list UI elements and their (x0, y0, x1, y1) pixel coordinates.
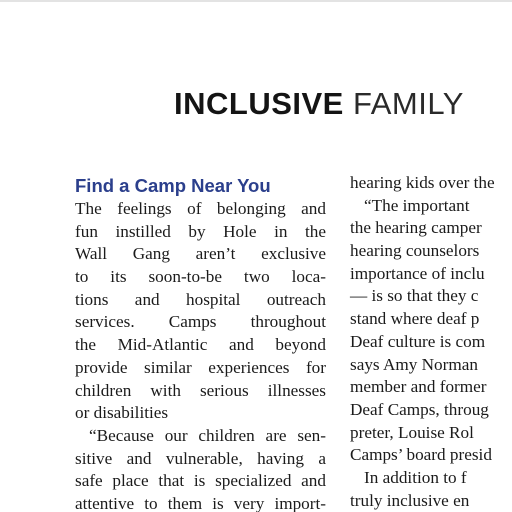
headline-light: FAMILY (352, 86, 464, 121)
body-line: sitive and vulnerable, having a (75, 448, 326, 468)
top-rule (0, 0, 512, 2)
body-line: — is so that they c (350, 286, 479, 306)
body-line: tions and hospital outreach (75, 289, 326, 309)
body-line: the hearing camper (350, 218, 482, 238)
body-line: to its soon-to-be two loca- (75, 267, 326, 287)
body-line: member and former (350, 377, 487, 397)
body-line: hearing counselors (350, 241, 480, 261)
body-line: Camps’ board presid (350, 445, 492, 465)
body-line: preter, Louise Rol (350, 422, 474, 442)
body-line: safe place that is specialized and (75, 471, 326, 491)
body-line: “Because our children are sen- (89, 425, 326, 445)
body-line: Deaf culture is com (350, 331, 486, 351)
headline-bold: INCLUSIVE (174, 86, 344, 121)
body-line: “The important (364, 195, 470, 215)
section-subhead: Find a Camp Near You (75, 175, 271, 196)
body-line: the Mid-Atlantic and beyond (75, 335, 326, 355)
body-line: Deaf Camps, throug (350, 399, 489, 419)
body-line: children with serious illnesses (75, 380, 326, 400)
body-line: hearing kids over the (350, 173, 495, 192)
body-line: says Amy Norman (350, 354, 478, 374)
body-line: importance of inclu (350, 263, 485, 283)
body-line: services. Camps throughout (75, 312, 326, 332)
body-line: truly inclusive en (350, 490, 470, 510)
body-line: The feelings of belonging and (75, 199, 326, 218)
body-line: provide similar experiences for (75, 357, 326, 377)
body-line: fun instilled by Hole in the (75, 221, 326, 241)
body-line: Wall Gang aren’t exclusive (75, 244, 326, 264)
body-line: or disabilities (75, 403, 169, 423)
section-headline (174, 86, 464, 122)
right-column (350, 172, 512, 512)
body-line: In addition to f (364, 467, 467, 487)
body-line: attentive to them is very import- (75, 493, 326, 512)
body-line: stand where deaf p (350, 309, 480, 329)
left-column (75, 175, 326, 512)
